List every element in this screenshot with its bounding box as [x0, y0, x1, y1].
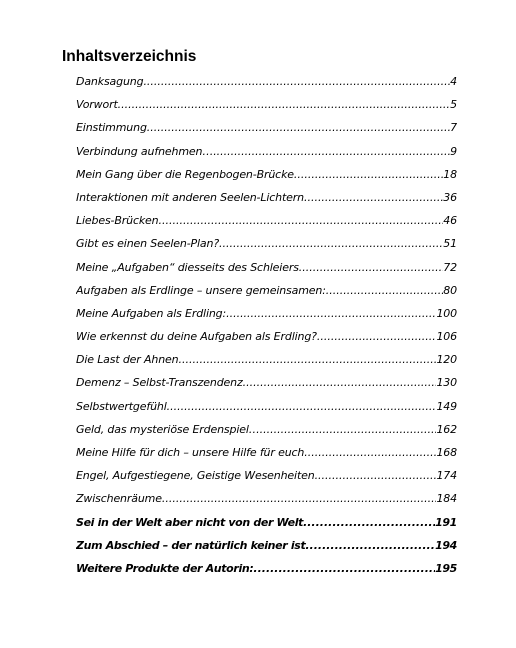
toc-entry-title: Geld, das mysteriöse Erdenspiel…	[76, 422, 260, 436]
toc-entry[interactable]	[76, 374, 457, 397]
toc-page-number: 9	[450, 144, 457, 158]
toc-entry[interactable]	[76, 259, 457, 282]
dot-leader	[162, 490, 437, 508]
dot-leader	[167, 398, 437, 416]
dot-leader	[305, 537, 435, 555]
toc-entry[interactable]	[76, 328, 457, 351]
toc-entry[interactable]	[76, 119, 457, 142]
dot-leader	[219, 235, 443, 253]
toc-entry[interactable]	[76, 282, 457, 305]
toc-entry[interactable]	[76, 212, 457, 235]
dot-leader	[317, 328, 437, 346]
dot-leader	[260, 421, 437, 439]
toc-entry-title: Meine „Aufgaben“ diesseits des Schleiers	[76, 260, 299, 274]
toc-entry-title: Selbstwertgefühl	[76, 399, 167, 413]
toc-entry-title: Interaktionen mit anderen Seelen-Lichtern	[76, 190, 304, 204]
dot-leader	[294, 166, 443, 184]
toc-entry-title: Engel, Aufgestiegene, Geistige Wesenheiten	[76, 469, 315, 483]
dot-leader	[143, 73, 450, 91]
toc-entry-title: Verbindung aufnehmen…	[76, 144, 214, 158]
toc-entry-title: Meine Hilfe für dich – unsere Hilfe für euch	[76, 446, 305, 459]
toc-page-number: 18	[443, 167, 457, 181]
toc-page-number: 191	[435, 515, 457, 529]
toc-page-number: 120	[436, 353, 457, 367]
toc-page-number: 168	[436, 446, 457, 459]
toc-entry[interactable]	[76, 444, 457, 467]
toc-entry-title: Die Last der Ahnen	[76, 353, 179, 367]
toc-entry[interactable]	[76, 398, 457, 421]
toc-page-number: 149	[436, 399, 457, 413]
toc-page-number: 72	[443, 260, 457, 274]
toc-page-number: 36	[443, 190, 457, 204]
dot-leader	[178, 351, 436, 369]
toc-page-number: 46	[443, 214, 457, 228]
table-of-contents	[76, 73, 457, 583]
toc-page-number: 7	[450, 121, 457, 135]
dot-leader	[299, 259, 444, 277]
toc-entry-title: Vorwort	[76, 98, 118, 112]
toc-entry[interactable]	[76, 421, 457, 444]
toc-entry-title: Zum Abschied – der natürlich keiner ist	[76, 538, 306, 552]
dot-leader	[315, 467, 437, 485]
toc-page-number: 174	[436, 469, 457, 483]
toc-entry-title: Danksagung	[76, 75, 144, 88]
toc-page-number: 194	[435, 538, 457, 552]
toc-page-number: 100	[436, 306, 457, 320]
toc-entry-title: Aufgaben als Erdlinge – unsere gemeinsamen:	[76, 283, 326, 297]
toc-entry[interactable]	[76, 73, 457, 96]
toc-entry[interactable]	[76, 490, 457, 513]
toc-entry-title: Gibt es einen Seelen-Plan?	[76, 237, 220, 251]
toc-page-number: 5	[450, 98, 457, 112]
toc-entry-title: Einstimmung	[76, 121, 147, 135]
toc-entry[interactable]	[76, 143, 457, 166]
toc-page-number: 51	[443, 237, 457, 251]
toc-page-number: 184	[436, 492, 457, 506]
toc-entry-title: Wie erkennst du deine Aufgaben als Erdling?	[76, 330, 317, 344]
toc-page-number: 162	[436, 422, 457, 436]
toc-entry-title: Liebes-Brücken	[76, 214, 159, 228]
toc-entry-title: Meine Aufgaben als Erdling:	[76, 306, 227, 320]
dot-leader	[304, 189, 443, 207]
toc-entry[interactable]	[76, 166, 457, 189]
toc-entry[interactable]	[76, 235, 457, 258]
toc-entry-title: Zwischenräume	[76, 492, 162, 506]
toc-entry[interactable]	[76, 467, 457, 490]
toc-entry[interactable]	[76, 96, 457, 119]
toc-entry[interactable]	[76, 514, 457, 537]
toc-entry-title: Weitere Produkte der Autorin:	[76, 561, 254, 575]
dot-leader	[226, 305, 436, 323]
toc-entry[interactable]	[76, 351, 457, 374]
toc-entry-title: Mein Gang über die Regenbogen-Brücke	[76, 167, 294, 181]
toc-entry[interactable]	[76, 189, 457, 212]
toc-page-number: 106	[436, 330, 457, 344]
toc-entry-title: Sei in der Welt aber nicht von der Welt	[76, 515, 304, 529]
dot-leader	[253, 560, 435, 578]
dot-leader	[213, 143, 450, 161]
page-title: Inhaltsverzeichnis	[62, 48, 197, 65]
toc-page-number: 80	[443, 283, 457, 297]
toc-page-number: 130	[436, 376, 457, 390]
dot-leader	[147, 119, 450, 137]
toc-page-number: 195	[435, 561, 457, 575]
toc-page-number: 4	[450, 75, 457, 88]
toc-entry[interactable]	[76, 560, 457, 583]
toc-entry-title: Demenz – Selbst-Transzendenz	[76, 376, 243, 390]
toc-entry[interactable]	[76, 537, 457, 560]
dot-leader	[326, 282, 444, 300]
toc-entry[interactable]	[76, 305, 457, 328]
dot-leader	[304, 444, 436, 462]
dot-leader	[303, 514, 435, 532]
dot-leader	[118, 96, 450, 114]
dot-leader	[159, 212, 444, 230]
dot-leader	[243, 374, 437, 392]
